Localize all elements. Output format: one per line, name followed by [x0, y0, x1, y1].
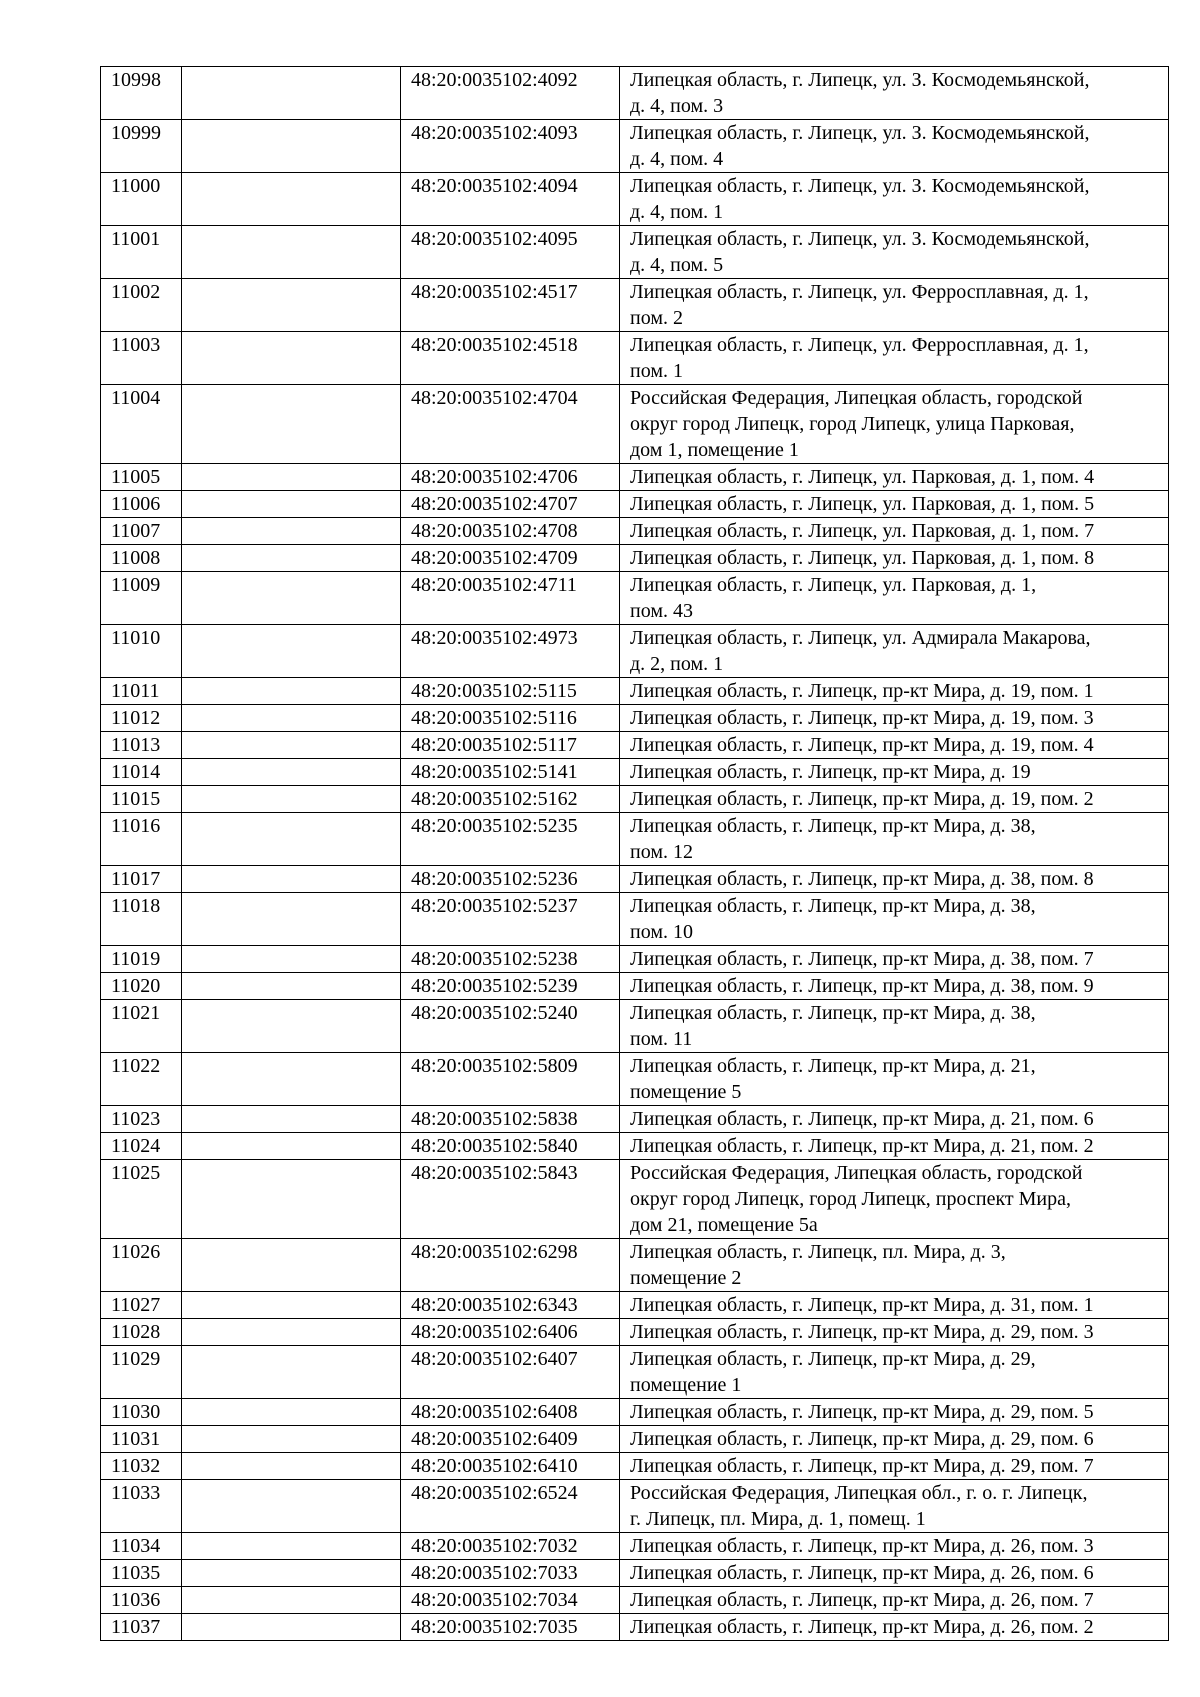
owner-cell: [182, 813, 401, 866]
cadastral-number-cell: 48:20:0035102:5237: [401, 893, 620, 946]
row-number-cell: 11019: [101, 946, 182, 973]
row-number-cell: 11014: [101, 759, 182, 786]
address-cell: [620, 1533, 1169, 1560]
table-row: [101, 173, 1169, 226]
owner-cell: [182, 173, 401, 226]
row-number-cell: 11012: [101, 705, 182, 732]
address-cell: [620, 1587, 1169, 1614]
cadastral-number-cell: 48:20:0035102:4093: [401, 120, 620, 173]
cadastral-number-cell: 48:20:0035102:5239: [401, 973, 620, 1000]
address-line: Липецкая область, г. Липецк, пл. Мира, д. 3,: [630, 1241, 1006, 1263]
owner-cell: [182, 625, 401, 678]
owner-cell: [182, 1292, 401, 1319]
address-line: пом. 2: [630, 307, 683, 329]
table-row: [101, 1160, 1169, 1239]
row-number-cell: 11003: [101, 332, 182, 385]
cadastral-number-cell: 48:20:0035102:4708: [401, 518, 620, 545]
row-number-cell: 11021: [101, 1000, 182, 1053]
address-cell: [620, 732, 1169, 759]
address-line: пом. 12: [630, 841, 693, 863]
address-cell: [620, 893, 1169, 946]
address-cell: [620, 705, 1169, 732]
address-line: Липецкая область, г. Липецк, ул. З. Космодемьянской,: [630, 175, 1090, 197]
table-row: [101, 518, 1169, 545]
owner-cell: [182, 1239, 401, 1292]
address-cell: [620, 1346, 1169, 1399]
cadastral-number-cell: 48:20:0035102:5235: [401, 813, 620, 866]
row-number-cell: 11007: [101, 518, 182, 545]
row-number-cell: 11018: [101, 893, 182, 946]
address-line: Липецкая область, г. Липецк, ул. Ферросплавная, д. 1,: [630, 334, 1089, 356]
address-line: Липецкая область, г. Липецк, пр-кт Мира, д. 38,: [630, 815, 1036, 837]
cadastral-number-cell: 48:20:0035102:7032: [401, 1533, 620, 1560]
table-row: [101, 491, 1169, 518]
owner-cell: [182, 1614, 401, 1641]
address-cell: [620, 1614, 1169, 1641]
owner-cell: [182, 1399, 401, 1426]
cadastral-number-cell: 48:20:0035102:5116: [401, 705, 620, 732]
address-line: Липецкая область, г. Липецк, ул. З. Космодемьянской,: [630, 122, 1090, 144]
cadastral-number-cell: 48:20:0035102:6524: [401, 1480, 620, 1533]
table-row: [101, 1106, 1169, 1133]
address-cell: [620, 1106, 1169, 1133]
row-number-cell: 11034: [101, 1533, 182, 1560]
cadastral-number-cell: 48:20:0035102:6410: [401, 1453, 620, 1480]
owner-cell: [182, 732, 401, 759]
cadastral-number-cell: 48:20:0035102:6343: [401, 1292, 620, 1319]
table-row: [101, 1587, 1169, 1614]
address-line: помещение 2: [630, 1267, 742, 1289]
address-line: Липецкая область, г. Липецк, ул. З. Космодемьянской,: [630, 69, 1090, 91]
table-row: [101, 332, 1169, 385]
cadastral-number-cell: 48:20:0035102:7035: [401, 1614, 620, 1641]
address-cell: [620, 946, 1169, 973]
owner-cell: [182, 572, 401, 625]
cadastral-number-cell: 48:20:0035102:6408: [401, 1399, 620, 1426]
registry-table: [100, 66, 1169, 1641]
address-line: Липецкая область, г. Липецк, пр-кт Мира, д. 19, пом. 3: [630, 707, 1094, 729]
cadastral-number-cell: 48:20:0035102:4095: [401, 226, 620, 279]
address-line: Липецкая область, г. Липецк, пр-кт Мира, д. 21, пом. 6: [630, 1108, 1094, 1130]
address-line: Липецкая область, г. Липецк, пр-кт Мира, д. 29, пом. 5: [630, 1401, 1094, 1423]
row-number-cell: 11026: [101, 1239, 182, 1292]
address-line: Липецкая область, г. Липецк, пр-кт Мира, д. 26, пом. 6: [630, 1562, 1094, 1584]
owner-cell: [182, 1346, 401, 1399]
address-cell: [620, 279, 1169, 332]
owner-cell: [182, 1319, 401, 1346]
address-cell: [620, 491, 1169, 518]
row-number-cell: 10999: [101, 120, 182, 173]
row-number-cell: 11011: [101, 678, 182, 705]
cadastral-number-cell: 48:20:0035102:4704: [401, 385, 620, 464]
address-line: Липецкая область, г. Липецк, пр-кт Мира, д. 19, пом. 4: [630, 734, 1094, 756]
table-row: [101, 759, 1169, 786]
address-line: Липецкая область, г. Липецк, пр-кт Мира, д. 29,: [630, 1348, 1036, 1370]
address-line: пом. 43: [630, 600, 693, 622]
table-row: [101, 866, 1169, 893]
row-number-cell: 11004: [101, 385, 182, 464]
address-line: Российская Федерация, Липецкая область, городской: [630, 387, 1083, 409]
row-number-cell: 11035: [101, 1560, 182, 1587]
owner-cell: [182, 518, 401, 545]
cadastral-number-cell: 48:20:0035102:5238: [401, 946, 620, 973]
cadastral-number-cell: 48:20:0035102:5240: [401, 1000, 620, 1053]
address-line: д. 4, пом. 3: [630, 95, 724, 117]
cadastral-number-cell: 48:20:0035102:5840: [401, 1133, 620, 1160]
address-line: Липецкая область, г. Липецк, ул. Парковая, д. 1, пом. 5: [630, 493, 1095, 515]
address-line: Липецкая область, г. Липецк, ул. Парковая, д. 1, пом. 8: [630, 547, 1095, 569]
table-row: [101, 67, 1169, 120]
cadastral-number-cell: 48:20:0035102:6298: [401, 1239, 620, 1292]
owner-cell: [182, 946, 401, 973]
address-line: Липецкая область, г. Липецк, пр-кт Мира, д. 29, пом. 3: [630, 1321, 1094, 1343]
cadastral-number-cell: 48:20:0035102:6406: [401, 1319, 620, 1346]
row-number-cell: 11016: [101, 813, 182, 866]
table-row: [101, 545, 1169, 572]
address-cell: [620, 1319, 1169, 1346]
cadastral-number-cell: 48:20:0035102:4517: [401, 279, 620, 332]
address-cell: [620, 1560, 1169, 1587]
row-number-cell: 10998: [101, 67, 182, 120]
address-cell: [620, 1239, 1169, 1292]
address-line: Липецкая область, г. Липецк, пр-кт Мира, д. 38,: [630, 1002, 1036, 1024]
row-number-cell: 11010: [101, 625, 182, 678]
address-cell: [620, 1053, 1169, 1106]
registry-table-body: [101, 67, 1169, 1641]
owner-cell: [182, 1453, 401, 1480]
cadastral-number-cell: 48:20:0035102:4518: [401, 332, 620, 385]
table-row: [101, 1346, 1169, 1399]
address-line: округ город Липецк, город Липецк, проспект Мира,: [630, 1188, 1072, 1210]
row-number-cell: 11002: [101, 279, 182, 332]
row-number-cell: 11022: [101, 1053, 182, 1106]
address-cell: [620, 67, 1169, 120]
table-row: [101, 385, 1169, 464]
address-line: Липецкая область, г. Липецк, пр-кт Мира, д. 31, пом. 1: [630, 1294, 1094, 1316]
table-row: [101, 279, 1169, 332]
address-line: пом. 11: [630, 1028, 693, 1050]
table-row: [101, 705, 1169, 732]
row-number-cell: 11001: [101, 226, 182, 279]
row-number-cell: 11028: [101, 1319, 182, 1346]
address-cell: [620, 678, 1169, 705]
owner-cell: [182, 120, 401, 173]
table-row: [101, 1053, 1169, 1106]
address-cell: [620, 332, 1169, 385]
owner-cell: [182, 1106, 401, 1133]
address-line: Липецкая область, г. Липецк, пр-кт Мира, д. 26, пом. 2: [630, 1616, 1094, 1638]
address-cell: [620, 1160, 1169, 1239]
address-line: помещение 1: [630, 1374, 742, 1396]
owner-cell: [182, 1426, 401, 1453]
address-line: Липецкая область, г. Липецк, пр-кт Мира, д. 38, пом. 8: [630, 868, 1094, 890]
owner-cell: [182, 1133, 401, 1160]
row-number-cell: 11033: [101, 1480, 182, 1533]
cadastral-number-cell: 48:20:0035102:4709: [401, 545, 620, 572]
address-line: Липецкая область, г. Липецк, пр-кт Мира, д. 21, пом. 2: [630, 1135, 1094, 1157]
address-cell: [620, 1292, 1169, 1319]
owner-cell: [182, 866, 401, 893]
owner-cell: [182, 1480, 401, 1533]
owner-cell: [182, 464, 401, 491]
address-line: Липецкая область, г. Липецк, пр-кт Мира, д. 29, пом. 6: [630, 1428, 1094, 1450]
owner-cell: [182, 226, 401, 279]
owner-cell: [182, 332, 401, 385]
owner-cell: [182, 786, 401, 813]
row-number-cell: 11005: [101, 464, 182, 491]
cadastral-number-cell: 48:20:0035102:5843: [401, 1160, 620, 1239]
address-line: д. 4, пом. 1: [630, 201, 724, 223]
table-row: [101, 1319, 1169, 1346]
address-cell: [620, 120, 1169, 173]
address-cell: [620, 866, 1169, 893]
owner-cell: [182, 67, 401, 120]
cadastral-number-cell: 48:20:0035102:7034: [401, 1587, 620, 1614]
row-number-cell: 11013: [101, 732, 182, 759]
address-cell: [620, 1133, 1169, 1160]
address-line: Липецкая область, г. Липецк, пр-кт Мира, д. 38, пом. 7: [630, 948, 1094, 970]
table-row: [101, 1399, 1169, 1426]
cadastral-number-cell: 48:20:0035102:5236: [401, 866, 620, 893]
owner-cell: [182, 491, 401, 518]
address-line: Липецкая область, г. Липецк, пр-кт Мира, д. 19, пом. 2: [630, 788, 1094, 810]
row-number-cell: 11024: [101, 1133, 182, 1160]
address-cell: [620, 786, 1169, 813]
address-line: д. 2, пом. 1: [630, 653, 724, 675]
owner-cell: [182, 678, 401, 705]
table-row: [101, 1560, 1169, 1587]
row-number-cell: 11036: [101, 1587, 182, 1614]
row-number-cell: 11009: [101, 572, 182, 625]
address-line: Липецкая область, г. Липецк, ул. Ферросплавная, д. 1,: [630, 281, 1089, 303]
address-cell: [620, 572, 1169, 625]
address-line: Липецкая область, г. Липецк, пр-кт Мира, д. 26, пом. 7: [630, 1589, 1094, 1611]
address-line: пом. 10: [630, 921, 693, 943]
table-row: [101, 946, 1169, 973]
row-number-cell: 11037: [101, 1614, 182, 1641]
address-line: Липецкая область, г. Липецк, пр-кт Мира, д. 19, пом. 1: [630, 680, 1094, 702]
address-cell: [620, 173, 1169, 226]
address-line: дом 1, помещение 1: [630, 439, 799, 461]
table-row: [101, 813, 1169, 866]
owner-cell: [182, 759, 401, 786]
owner-cell: [182, 1053, 401, 1106]
cadastral-number-cell: 48:20:0035102:4094: [401, 173, 620, 226]
address-cell: [620, 1000, 1169, 1053]
row-number-cell: 11032: [101, 1453, 182, 1480]
owner-cell: [182, 1560, 401, 1587]
address-line: дом 21, помещение 5а: [630, 1214, 818, 1236]
address-cell: [620, 518, 1169, 545]
table-row: [101, 973, 1169, 1000]
address-line: округ город Липецк, город Липецк, улица Парковая,: [630, 413, 1075, 435]
row-number-cell: 11017: [101, 866, 182, 893]
cadastral-number-cell: 48:20:0035102:5838: [401, 1106, 620, 1133]
address-line: Липецкая область, г. Липецк, пр-кт Мира, д. 29, пом. 7: [630, 1455, 1094, 1477]
cadastral-number-cell: 48:20:0035102:5117: [401, 732, 620, 759]
table-row: [101, 1239, 1169, 1292]
row-number-cell: 11029: [101, 1346, 182, 1399]
address-line: Российская Федерация, Липецкая область, городской: [630, 1162, 1083, 1184]
address-cell: [620, 1480, 1169, 1533]
address-line: помещение 5: [630, 1081, 742, 1103]
address-cell: [620, 973, 1169, 1000]
table-row: [101, 1000, 1169, 1053]
row-number-cell: 11027: [101, 1292, 182, 1319]
address-cell: [620, 385, 1169, 464]
owner-cell: [182, 1000, 401, 1053]
cadastral-number-cell: 48:20:0035102:4973: [401, 625, 620, 678]
cadastral-number-cell: 48:20:0035102:5162: [401, 786, 620, 813]
address-line: Липецкая область, г. Липецк, ул. Парковая, д. 1, пом. 7: [630, 520, 1095, 542]
address-line: пом. 1: [630, 360, 683, 382]
table-row: [101, 786, 1169, 813]
address-line: г. Липецк, пл. Мира, д. 1, помещ. 1: [630, 1508, 926, 1530]
address-cell: [620, 1426, 1169, 1453]
table-row: [101, 1614, 1169, 1641]
cadastral-number-cell: 48:20:0035102:6407: [401, 1346, 620, 1399]
cadastral-number-cell: 48:20:0035102:5115: [401, 678, 620, 705]
table-row: [101, 678, 1169, 705]
address-cell: [620, 226, 1169, 279]
address-line: Липецкая область, г. Липецк, ул. З. Космодемьянской,: [630, 228, 1090, 250]
table-row: [101, 893, 1169, 946]
owner-cell: [182, 705, 401, 732]
address-cell: [620, 759, 1169, 786]
address-line: Липецкая область, г. Липецк, пр-кт Мира, д. 26, пом. 3: [630, 1535, 1094, 1557]
owner-cell: [182, 545, 401, 572]
address-line: Липецкая область, г. Липецк, ул. Парковая, д. 1,: [630, 574, 1037, 596]
table-row: [101, 1453, 1169, 1480]
address-line: Российская Федерация, Липецкая обл., г. о. г. Липецк,: [630, 1482, 1088, 1504]
owner-cell: [182, 1160, 401, 1239]
cadastral-number-cell: 48:20:0035102:4092: [401, 67, 620, 120]
cadastral-number-cell: 48:20:0035102:4711: [401, 572, 620, 625]
address-line: Липецкая область, г. Липецк, пр-кт Мира, д. 38,: [630, 895, 1036, 917]
owner-cell: [182, 385, 401, 464]
address-cell: [620, 1453, 1169, 1480]
cadastral-number-cell: 48:20:0035102:5809: [401, 1053, 620, 1106]
row-number-cell: 11023: [101, 1106, 182, 1133]
table-row: [101, 1533, 1169, 1560]
row-number-cell: 11025: [101, 1160, 182, 1239]
table-row: [101, 226, 1169, 279]
row-number-cell: 11000: [101, 173, 182, 226]
table-row: [101, 572, 1169, 625]
table-row: [101, 1480, 1169, 1533]
row-number-cell: 11008: [101, 545, 182, 572]
owner-cell: [182, 1533, 401, 1560]
address-cell: [620, 464, 1169, 491]
address-line: д. 4, пом. 5: [630, 254, 724, 276]
row-number-cell: 11015: [101, 786, 182, 813]
address-line: Липецкая область, г. Липецк, пр-кт Мира, д. 19: [630, 761, 1031, 783]
row-number-cell: 11020: [101, 973, 182, 1000]
row-number-cell: 11006: [101, 491, 182, 518]
address-cell: [620, 625, 1169, 678]
cadastral-number-cell: 48:20:0035102:5141: [401, 759, 620, 786]
row-number-cell: 11031: [101, 1426, 182, 1453]
address-line: Липецкая область, г. Липецк, пр-кт Мира, д. 38, пом. 9: [630, 975, 1094, 997]
address-cell: [620, 1399, 1169, 1426]
cadastral-number-cell: 48:20:0035102:7033: [401, 1560, 620, 1587]
address-line: Липецкая область, г. Липецк, ул. Адмирала Макарова,: [630, 627, 1091, 649]
address-cell: [620, 545, 1169, 572]
table-row: [101, 1133, 1169, 1160]
owner-cell: [182, 893, 401, 946]
address-line: д. 4, пом. 4: [630, 148, 724, 170]
owner-cell: [182, 279, 401, 332]
table-row: [101, 1292, 1169, 1319]
owner-cell: [182, 973, 401, 1000]
table-row: [101, 732, 1169, 759]
cadastral-number-cell: 48:20:0035102:4706: [401, 464, 620, 491]
owner-cell: [182, 1587, 401, 1614]
address-cell: [620, 813, 1169, 866]
table-row: [101, 1426, 1169, 1453]
cadastral-number-cell: 48:20:0035102:6409: [401, 1426, 620, 1453]
table-row: [101, 625, 1169, 678]
row-number-cell: 11030: [101, 1399, 182, 1426]
table-row: [101, 120, 1169, 173]
cadastral-number-cell: 48:20:0035102:4707: [401, 491, 620, 518]
address-line: Липецкая область, г. Липецк, ул. Парковая, д. 1, пом. 4: [630, 466, 1095, 488]
address-line: Липецкая область, г. Липецк, пр-кт Мира, д. 21,: [630, 1055, 1036, 1077]
table-row: [101, 464, 1169, 491]
